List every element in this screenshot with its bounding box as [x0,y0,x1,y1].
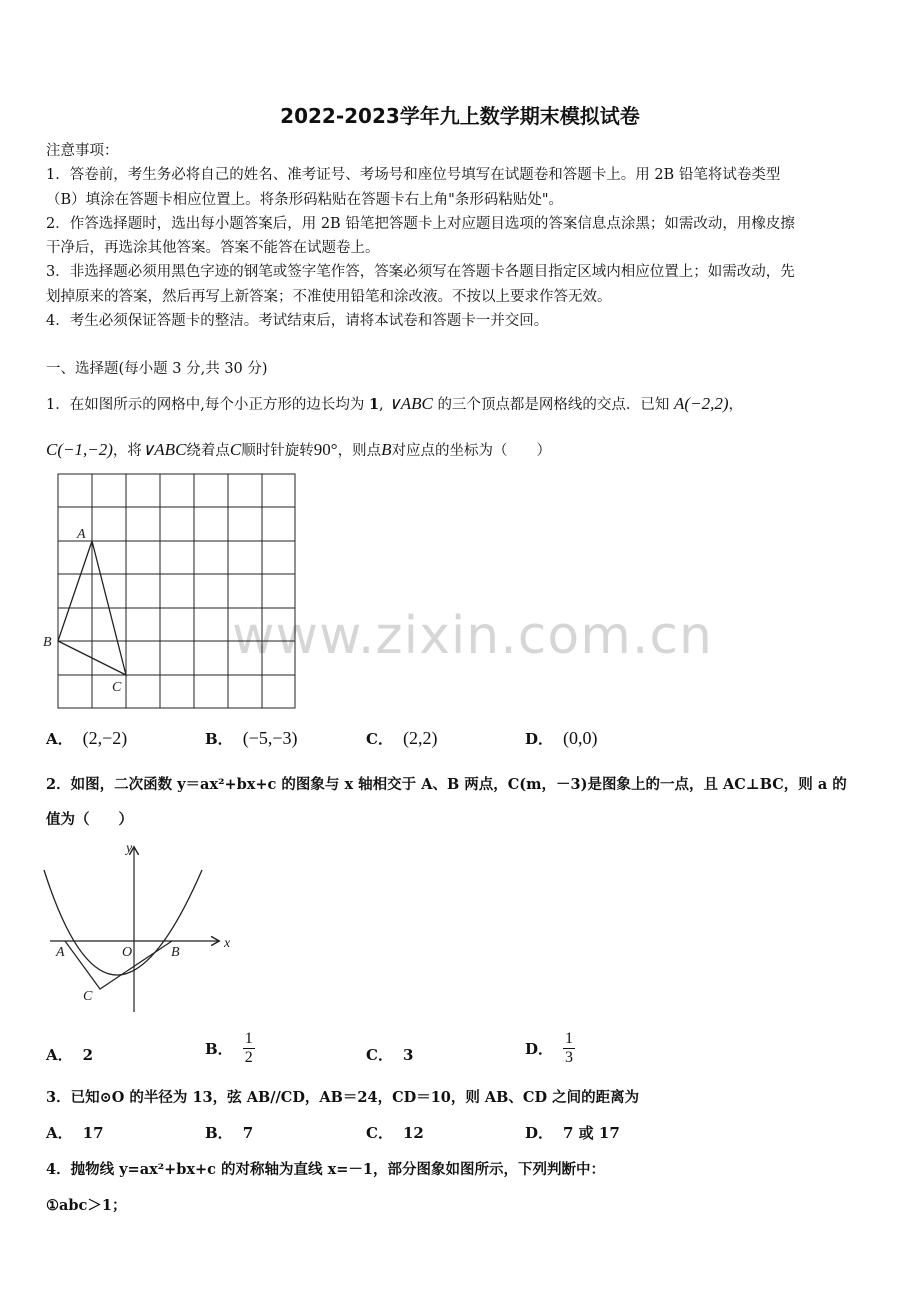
q1-text-i: ，则点 [337,443,382,459]
q3-option-a-label: A． [46,1124,73,1142]
q2-label-x: x [224,936,231,951]
q1-text-f: ，将 [112,443,142,459]
q3-option-a-value: 17 [82,1124,104,1142]
q1-center-C: C [229,440,242,459]
q1-point-C: C(−1,−2) [46,440,113,459]
q1-triangle-symbol: ∨ABC [388,394,433,413]
q1-angle: 90° [313,440,338,459]
q1-text-h: 顺时针旋转 [241,443,314,459]
q1-triangle-symbol-2: ∨ABC [141,440,187,459]
notice-line-3: 2．作答选择题时，选出每小题答案后，用 2B 铅笔把答题卡上对应题目选项的答案信息点涂黑；如需改动，用橡皮擦 [46,216,795,232]
watermark: www.zixin.com.cn [232,606,713,666]
q2-option-c-label: C． [366,1046,393,1064]
q1-option-d[interactable] [525,728,598,749]
q1-text-g: 绕着点 [186,443,230,459]
q2-line-1: 2．如图，二次函数 y＝ax²+bx+c 的图象与 x 轴相交于 A、B 两点，C(m，－3)是图象上的一点，且 AC⊥BC，则 a 的 [46,776,847,793]
q2-option-b-fraction [243,1030,255,1067]
q1-text-a: 1．在如图所示的网格中,每个小正方形的边长均为 [46,397,365,413]
q1-option-b[interactable] [205,728,297,749]
q3-option-d-label: D． [525,1124,554,1142]
q1-text-j: 对应点的坐标为（ ） [391,443,551,459]
q1-option-c-label: C． [366,730,393,748]
q3-option-c[interactable] [366,1122,424,1143]
notice-heading: 注意事项： [46,143,119,159]
q3-option-a[interactable] [46,1122,104,1143]
q3-option-c-label: C． [366,1124,393,1142]
q2-option-a[interactable] [46,1044,93,1065]
q3-text: 3．已知⊙O 的半径为 13，弦 AB//CD，AB＝24，CD＝10，则 AB、CD 之间的距离为 [46,1089,640,1106]
q2-parabola-figure [38,840,248,1020]
q1-option-b-label: B． [205,730,233,748]
q2-option-c[interactable] [366,1044,413,1065]
q2-option-a-label: A． [46,1046,73,1064]
q1-option-c[interactable] [366,728,437,749]
q4-item-1: ①abc＞1； [46,1197,127,1214]
q1-option-b-value: (−5,−3) [242,728,298,748]
notice-line-6: 划掉原来的答案，然后再写上新答案；不准使用铅笔和涂改液。不按以上要求作答无效。 [46,289,612,305]
q1-line-1 [46,393,743,414]
q1-text-d: 的三个顶点都是网格线的交点．已知 [437,397,670,413]
q2-option-b[interactable] [205,1030,255,1067]
q3-option-b-label: B． [205,1124,233,1142]
q2-option-a-value: 2 [82,1046,94,1064]
q1-option-c-value: (2,2) [402,728,438,748]
q3-option-d-value: 7 或 17 [563,1124,620,1142]
q2-option-b-denominator: 2 [244,1049,253,1066]
q1-option-a[interactable] [46,728,127,749]
q3-option-c-value: 12 [402,1124,424,1142]
q2-option-d-denominator: 3 [565,1049,574,1066]
q1-text-b: 1 [368,396,380,413]
q1-option-d-label: D． [525,730,554,748]
q3-option-b[interactable] [205,1122,253,1143]
q1-option-d-value: (0,0) [563,728,598,748]
q1-point-B: B [381,440,392,459]
notice-line-2: （B）填涂在答题卡相应位置上。将条形码粘贴在答题卡右上角"条形码粘贴处"。 [46,192,563,208]
q2-line-2: 值为（ ） [46,811,133,828]
section-heading: 一、选择题(每小题 3 分,共 30 分) [46,361,268,377]
q3-option-b-value: 7 [242,1124,254,1142]
notice-line-5: 3．非选择题必须用黑色字迹的钢笔或签字笔作答，答案必须写在答题卡各题目指定区域内相应位置上；如需改动，先 [46,264,795,280]
q2-label-O: O [122,945,133,960]
q4-text: 4．抛物线 y=ax²+bx+c 的对称轴为直线 x=－1，部分图象如图所示，下列判断中： [46,1161,605,1178]
q2-option-d-label: D． [525,1040,554,1058]
q2-label-y: y [126,841,133,856]
q1-grid-lines [58,474,295,708]
triangle-acb [65,941,172,989]
q1-label-C: C [112,680,122,695]
page-title: 2022-2023学年九上数学期末模拟试卷 [280,104,640,128]
q1-label-A: A [77,527,86,542]
notice-line-7: 4．考生必须保证答题卡的整洁。考试结束后，请将本试卷和答题卡一并交回。 [46,313,549,329]
q2-option-b-numerator: 1 [244,1030,253,1047]
q1-option-a-label: A． [46,730,73,748]
q1-point-A: A(−2,2) [674,394,729,413]
q2-option-d-fraction [563,1030,575,1067]
q2-label-A: A [56,945,65,960]
q1-text-c: , [379,397,384,413]
q1-label-B: B [43,635,52,650]
q2-option-b-label: B． [205,1040,233,1058]
q1-line-2 [46,439,551,460]
q1-text-e: ， [728,397,743,413]
q2-option-c-value: 3 [402,1046,414,1064]
q2-option-d-numerator: 1 [565,1030,574,1047]
notice-line-4: 干净后，再选涂其他答案。答案不能答在试题卷上。 [46,240,380,256]
q2-label-B: B [171,945,180,960]
q2-label-C: C [83,989,93,1004]
q1-grid-figure [40,470,300,715]
notice-line-1: 1．答卷前，考生务必将自己的姓名、准考证号、考场号和座位号填写在试题卷和答题卡上。用 2B 铅笔将试卷类型 [46,167,781,183]
q1-option-a-value: (2,−2) [82,728,128,748]
q2-option-d[interactable] [525,1030,575,1067]
q3-option-d[interactable] [525,1122,620,1143]
